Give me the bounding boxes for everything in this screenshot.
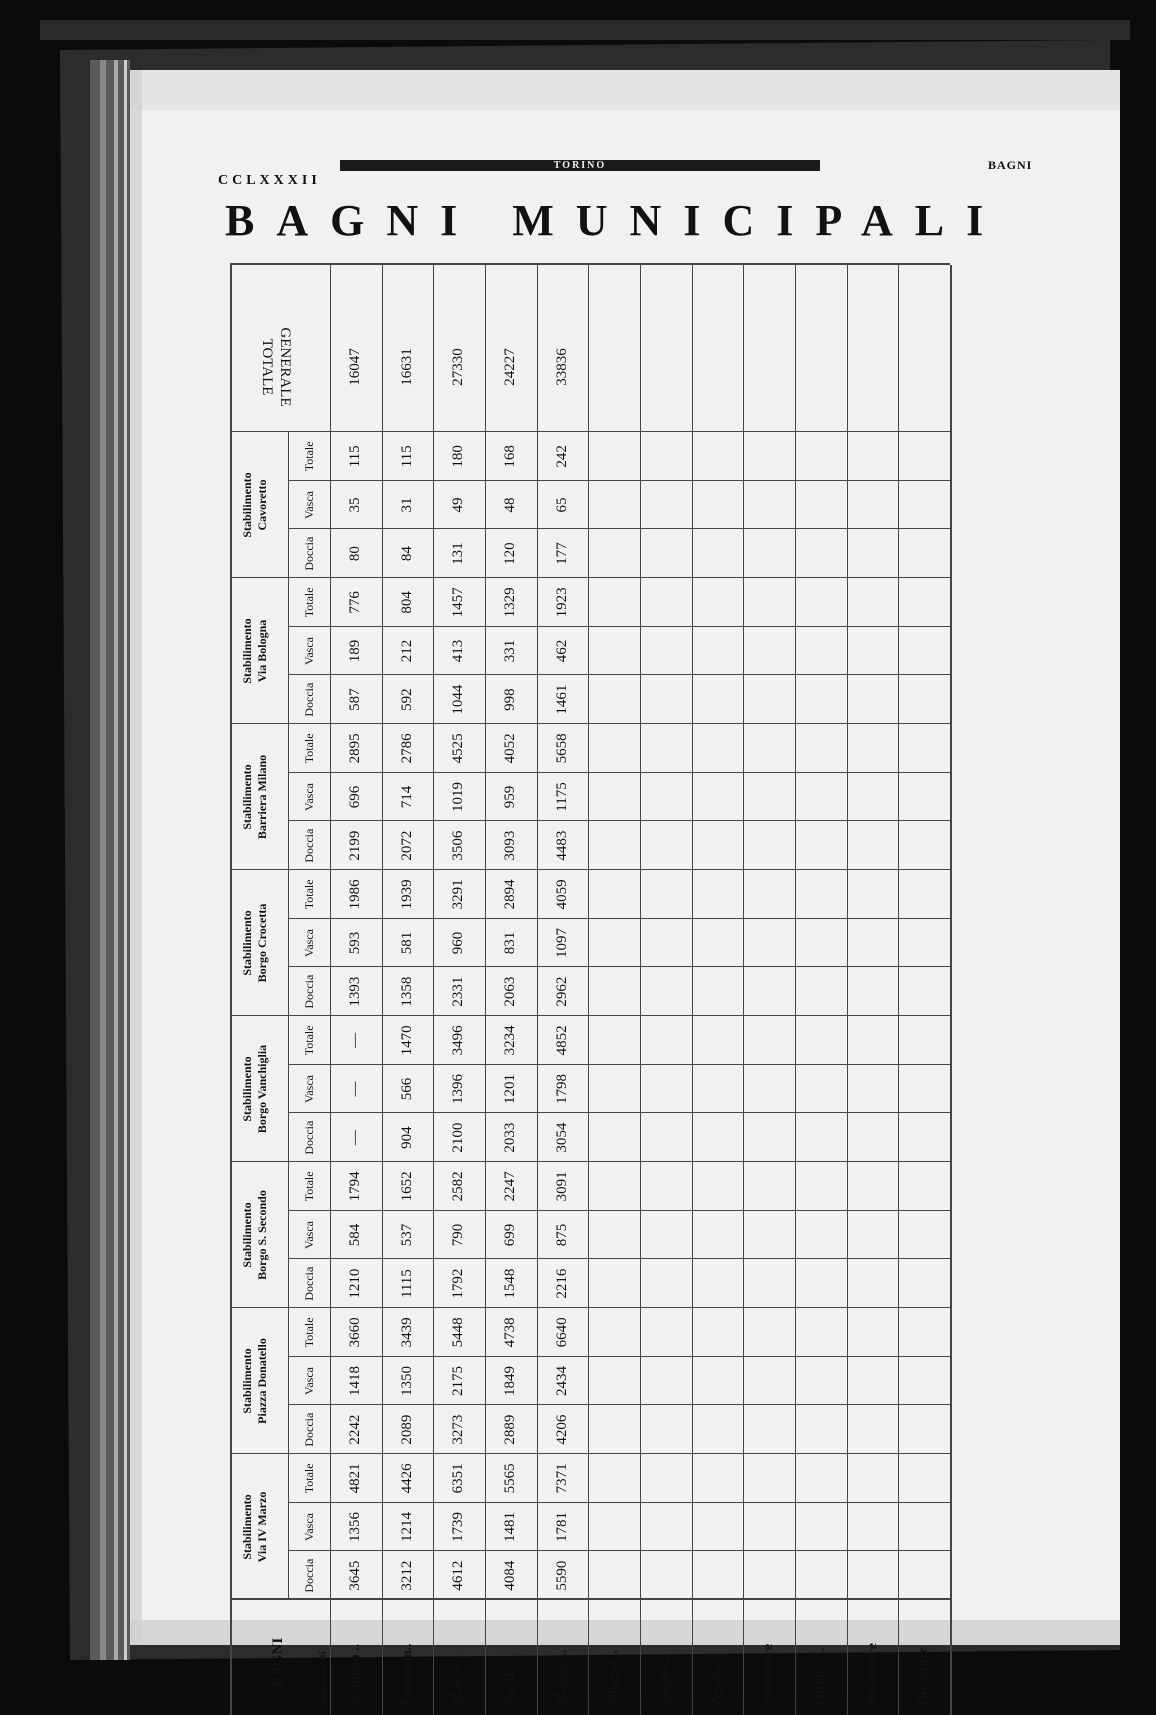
grid-line xyxy=(692,265,693,1715)
grid-line xyxy=(230,1453,950,1454)
table-cell: 413 xyxy=(450,639,467,663)
grid-line xyxy=(950,265,952,1715)
table-cell: 875 xyxy=(553,1223,570,1247)
table-cell: 120 xyxy=(501,542,518,565)
table-cell: 1214 xyxy=(398,1512,415,1543)
month-label: Maggio .. xyxy=(554,1649,570,1705)
sub-header: Vasca xyxy=(302,1075,316,1104)
table-cell: 1097 xyxy=(553,928,570,959)
table-cell: 699 xyxy=(501,1223,518,1247)
grid-line xyxy=(288,1064,950,1065)
sub-header: Doccia xyxy=(302,1558,316,1593)
table-cell: — xyxy=(346,1130,363,1146)
group-label-line1: Stabilimento xyxy=(240,1202,254,1268)
grid-line xyxy=(230,577,950,578)
table-cell: 3091 xyxy=(553,1171,570,1202)
table-cell: 3054 xyxy=(553,1122,570,1153)
table-cell: 16631 xyxy=(398,348,415,386)
grid-line xyxy=(288,1404,950,1405)
table-cell: 4612 xyxy=(450,1560,467,1591)
total-header xyxy=(258,302,294,432)
table-cell: 3291 xyxy=(450,879,467,910)
grid-line xyxy=(288,772,950,773)
table-cell: 4084 xyxy=(501,1560,518,1591)
sub-header: Doccia xyxy=(302,536,316,571)
table-cell: — xyxy=(346,1081,363,1097)
table-cell: 2100 xyxy=(450,1122,467,1153)
table-cell: 2582 xyxy=(450,1171,467,1202)
table-cell: 1358 xyxy=(398,976,415,1007)
table-cell: 1210 xyxy=(346,1268,363,1299)
grid-line xyxy=(288,1112,950,1113)
table-cell: 592 xyxy=(398,688,415,711)
group-label-line1: Stabilimento xyxy=(240,618,254,684)
grid-line xyxy=(230,1015,950,1016)
sub-header: Totale xyxy=(302,441,316,472)
total-label-line1: TOTALE xyxy=(259,338,275,396)
table-cell: 1652 xyxy=(398,1171,415,1202)
group-header xyxy=(240,724,270,870)
month-label: Marzo .. xyxy=(451,1654,467,1705)
table-cell: 3660 xyxy=(346,1317,363,1348)
month-label: Aprile .. xyxy=(502,1656,518,1705)
table-cell: 2175 xyxy=(450,1366,467,1397)
sub-header: Doccia xyxy=(302,1120,316,1155)
table-cell: 1461 xyxy=(553,684,570,715)
sub-header: Doccia xyxy=(302,1412,316,1447)
grid-line xyxy=(433,265,434,1715)
group-label-line2: Borgo S. Secondo xyxy=(255,1190,269,1280)
table-cell: 3506 xyxy=(450,830,467,861)
table-cell: 1019 xyxy=(450,782,467,813)
table-cell: 2063 xyxy=(501,976,518,1007)
table-cell: 331 xyxy=(501,639,518,663)
grid-line xyxy=(640,265,641,1715)
table-cell: 904 xyxy=(398,1126,415,1149)
grid-line xyxy=(230,1307,950,1308)
table-cell: 5658 xyxy=(553,733,570,764)
table-cell: 2216 xyxy=(553,1268,570,1299)
table-cell: 242 xyxy=(553,445,570,468)
table-cell: 1792 xyxy=(450,1268,467,1299)
table-cell: 3212 xyxy=(398,1560,415,1591)
table-cell: 5590 xyxy=(553,1560,570,1591)
grid-line xyxy=(537,265,538,1715)
table-cell: 462 xyxy=(553,639,570,663)
month-label: Febbraio.. xyxy=(399,1643,415,1705)
grid-line xyxy=(898,265,899,1715)
table-cell: 115 xyxy=(398,445,415,468)
sub-header: Totale xyxy=(302,1463,316,1494)
group-label-line1: Stabilimento xyxy=(240,1348,254,1414)
group-label-line1: Stabilimento xyxy=(240,472,254,538)
table-cell: 2331 xyxy=(450,976,467,1007)
sub-header: Vasca xyxy=(302,1221,316,1250)
grid-line xyxy=(288,918,950,919)
table-cell: 1849 xyxy=(501,1366,518,1397)
group-header xyxy=(240,578,270,724)
grid-line xyxy=(230,869,950,870)
table-cell: 790 xyxy=(450,1223,467,1247)
table-cell: 998 xyxy=(501,688,518,711)
table-cell: 4426 xyxy=(398,1463,415,1494)
group-label-line2: Borgo Vanchiglia xyxy=(255,1044,269,1134)
table-cell: 581 xyxy=(398,931,415,955)
group-label-line2: Piazza Donatello xyxy=(255,1338,269,1424)
table-cell: 1115 xyxy=(398,1269,415,1299)
table-cell: 2894 xyxy=(501,879,518,910)
table-cell: 168 xyxy=(501,445,518,468)
table-cell: 776 xyxy=(346,591,363,614)
table-cell: 1457 xyxy=(450,587,467,618)
table-cell: 2786 xyxy=(398,733,415,764)
table-cell: 4852 xyxy=(553,1025,570,1056)
row-header: BAGNI xyxy=(270,1637,286,1687)
table-cell: 1939 xyxy=(398,879,415,910)
group-label-line2: Via IV Marzo xyxy=(255,1491,269,1563)
group-header xyxy=(240,1308,270,1454)
grid-line xyxy=(230,431,950,432)
table-cell: — xyxy=(346,1032,363,1048)
table-cell: 593 xyxy=(346,931,363,955)
grid-line xyxy=(230,265,232,1715)
city-banner xyxy=(340,160,820,171)
group-header xyxy=(240,1162,270,1308)
table-cell: 48 xyxy=(501,497,518,513)
grid-line xyxy=(288,528,950,529)
grid-line xyxy=(288,480,950,481)
table-cell: 177 xyxy=(553,542,570,565)
table-cell: 24227 xyxy=(501,348,518,386)
table-cell: 31 xyxy=(398,497,415,513)
table-cell: 4052 xyxy=(501,733,518,764)
month-label: Settembre xyxy=(761,1643,777,1705)
table-cell: 3645 xyxy=(346,1560,363,1591)
sub-header: Totale xyxy=(302,1317,316,1348)
month-label: Novembre xyxy=(864,1643,880,1705)
table-cell: 3093 xyxy=(501,830,518,861)
table-cell: 4525 xyxy=(450,733,467,764)
table-cell: 1781 xyxy=(553,1512,570,1543)
table-cell: 584 xyxy=(346,1223,363,1247)
table-cell: 1356 xyxy=(346,1512,363,1543)
table-cell: 696 xyxy=(346,785,363,809)
table-cell: 1548 xyxy=(501,1268,518,1299)
table-cell: 3234 xyxy=(501,1025,518,1056)
month-label: Giugno .. xyxy=(606,1650,622,1705)
grid-line xyxy=(288,1502,950,1503)
table-cell: 2247 xyxy=(501,1171,518,1202)
grid-line xyxy=(288,1258,950,1259)
sub-header: Vasca xyxy=(302,491,316,520)
sub-header: Totale xyxy=(302,587,316,618)
table-cell: 2089 xyxy=(398,1414,415,1445)
group-label-line2: Via Bologna xyxy=(255,619,269,683)
sub-header: Totale xyxy=(302,1171,316,1202)
grid-line xyxy=(382,265,383,1715)
group-header xyxy=(240,432,270,578)
grid-line xyxy=(288,1550,950,1551)
table-cell: 1470 xyxy=(398,1025,415,1056)
section-label: BAGNI xyxy=(988,158,1033,172)
table-cell: 2033 xyxy=(501,1122,518,1153)
month-label: Luglio .. xyxy=(657,1655,673,1705)
table-cell: 1481 xyxy=(501,1512,518,1543)
table-cell: 1393 xyxy=(346,976,363,1007)
grid-line xyxy=(743,265,744,1715)
table-cell: 566 xyxy=(398,1077,415,1101)
table-cell: 2889 xyxy=(501,1414,518,1445)
group-label-line1: Stabilimento xyxy=(240,1056,254,1122)
sub-header: Doccia xyxy=(302,828,316,863)
grid-line xyxy=(288,1210,950,1211)
table-cell: 4738 xyxy=(501,1317,518,1348)
sub-header: Doccia xyxy=(302,682,316,717)
table-cell: 1923 xyxy=(553,587,570,618)
table-cell: 2072 xyxy=(398,830,415,861)
page-title: BAGNI MUNICIPALI xyxy=(225,196,1006,245)
table-cell: 2895 xyxy=(346,733,363,764)
table-cell: 7371 xyxy=(553,1463,570,1494)
month-label: Gennaio .. xyxy=(347,1643,363,1705)
grid-line xyxy=(588,265,589,1715)
sub-header: Vasca xyxy=(302,1513,316,1542)
month-label: Ottobre .. xyxy=(812,1647,828,1705)
table-cell: 80 xyxy=(346,546,363,562)
table-cell: 2434 xyxy=(553,1366,570,1397)
grid-line xyxy=(288,626,950,627)
group-label-line1: Stabilimento xyxy=(240,910,254,976)
table-cell: 1794 xyxy=(346,1171,363,1202)
grid-line xyxy=(330,265,331,1715)
grid-line xyxy=(288,432,289,1600)
grid-line xyxy=(230,1598,950,1600)
grid-line xyxy=(288,1356,950,1357)
table-cell: 959 xyxy=(501,785,518,809)
grid-line xyxy=(288,820,950,821)
group-header xyxy=(240,870,270,1016)
sub-header: Totale xyxy=(302,879,316,910)
table-cell: 49 xyxy=(450,497,467,513)
grid-line xyxy=(230,1161,950,1162)
table-cell: 4059 xyxy=(553,879,570,910)
table-cell: 960 xyxy=(450,931,467,955)
table-cell: 1175 xyxy=(553,782,570,812)
grid-line xyxy=(230,723,950,724)
table-cell: 35 xyxy=(346,497,363,513)
table-cell: 33836 xyxy=(553,348,570,386)
table-cell: 5448 xyxy=(450,1317,467,1348)
table-cell: 189 xyxy=(346,639,363,663)
grid-line xyxy=(795,265,796,1715)
group-label-line2: Barriera Milano xyxy=(255,754,269,840)
table-cell: 5565 xyxy=(501,1463,518,1494)
table-cell: 1986 xyxy=(346,879,363,910)
table-cell: 180 xyxy=(450,445,467,468)
grid-line xyxy=(288,966,950,967)
table-cell: 1201 xyxy=(501,1074,518,1105)
group-label-line2: Borgo Crocetta xyxy=(255,903,269,983)
table-cell: 16047 xyxy=(346,348,363,386)
sub-header: Vasca xyxy=(302,783,316,812)
sub-header: Vasca xyxy=(302,1367,316,1396)
sub-header: Vasca xyxy=(302,637,316,666)
table-cell: 84 xyxy=(398,546,415,562)
group-header xyxy=(240,1454,270,1600)
group-label-line1: Stabilimento xyxy=(240,1494,254,1560)
month-label: Agosto .. xyxy=(709,1653,725,1705)
data-table xyxy=(230,265,950,1715)
table-cell: 212 xyxy=(398,639,415,663)
table-cell: 1396 xyxy=(450,1074,467,1105)
page xyxy=(130,70,1120,1711)
table-cell: 1798 xyxy=(553,1074,570,1105)
grid-line xyxy=(847,265,848,1715)
table-cell: 831 xyxy=(501,931,518,955)
page-number: CCLXXXII xyxy=(218,173,321,188)
grid-line xyxy=(230,263,950,265)
table-cell: 1739 xyxy=(450,1512,467,1543)
sub-header: Vasca xyxy=(302,929,316,958)
row-header-note: somministrati xyxy=(318,1651,329,1711)
group-label-line2: Cavoretto xyxy=(255,479,269,531)
month-label: Dicembre xyxy=(916,1646,932,1705)
table-cell: 4206 xyxy=(553,1414,570,1445)
table-cell: 4821 xyxy=(346,1463,363,1494)
group-label-line1: Stabilimento xyxy=(240,764,254,830)
table-cell: 1329 xyxy=(501,587,518,618)
sub-header: Totale xyxy=(302,733,316,764)
table-cell: 804 xyxy=(398,591,415,614)
table-cell: 115 xyxy=(346,445,363,468)
table-cell: 4483 xyxy=(553,830,570,861)
table-cell: 2962 xyxy=(553,976,570,1007)
table-cell: 3439 xyxy=(398,1317,415,1348)
total-label-line2: GENERALE xyxy=(277,327,293,407)
table-cell: 1418 xyxy=(346,1366,363,1397)
sub-header: Doccia xyxy=(302,974,316,1009)
table-cell: 587 xyxy=(346,688,363,711)
table-cell: 537 xyxy=(398,1223,415,1247)
grid-line xyxy=(485,265,486,1715)
table-cell: 2242 xyxy=(346,1414,363,1445)
table-cell: 6351 xyxy=(450,1463,467,1494)
table-cell: 2199 xyxy=(346,830,363,861)
table-cell: 131 xyxy=(450,542,467,565)
table-cell: 3496 xyxy=(450,1025,467,1056)
table-cell: 714 xyxy=(398,785,415,809)
sub-header: Doccia xyxy=(302,1266,316,1301)
table-cell: 27330 xyxy=(450,348,467,386)
group-header xyxy=(240,1016,270,1162)
table-cell: 3273 xyxy=(450,1414,467,1445)
grid-line xyxy=(288,674,950,675)
table-cell: 1044 xyxy=(450,684,467,715)
sub-header: Totale xyxy=(302,1025,316,1056)
table-cell: 6640 xyxy=(553,1317,570,1348)
table-cell: 1350 xyxy=(398,1366,415,1397)
city-name: TORINO xyxy=(553,160,607,171)
table-cell: 65 xyxy=(553,497,570,513)
